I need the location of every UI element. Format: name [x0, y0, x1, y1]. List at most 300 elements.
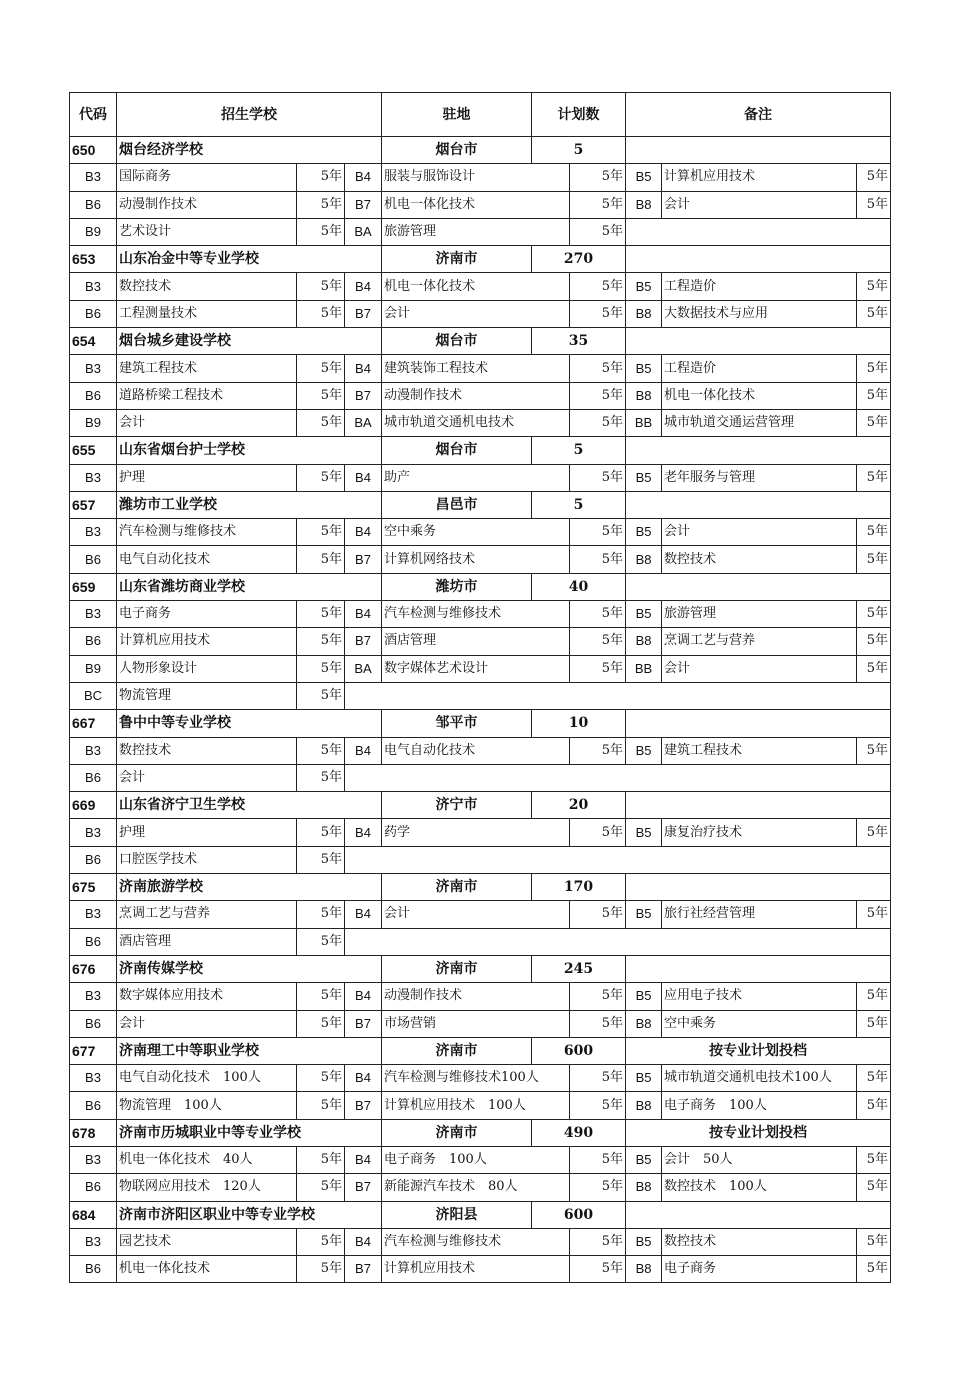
major-name: 数控技术: [662, 546, 857, 573]
major-name: 动漫制作技术: [117, 191, 297, 218]
school-code: 654: [70, 328, 117, 355]
major-row: [70, 464, 891, 491]
school-code: 653: [70, 246, 117, 273]
major-name: 数字媒体应用技术: [117, 983, 297, 1010]
school-location: 济南市: [382, 874, 532, 901]
major-years: 5年: [297, 546, 345, 573]
major-name: 会计: [117, 1010, 297, 1037]
school-code: 667: [70, 710, 117, 737]
major-code: B3: [70, 519, 117, 546]
major-code: B4: [345, 355, 382, 382]
school-note: [626, 710, 891, 737]
empty-cell: [345, 928, 891, 955]
major-row: [70, 1228, 891, 1255]
major-name: 新能源汽车技术 80人: [382, 1174, 570, 1201]
major-years: 5年: [570, 464, 626, 491]
major-row: [70, 191, 891, 218]
major-years: 5年: [570, 737, 626, 764]
major-name: 烹调工艺与营养: [662, 628, 857, 655]
school-code: 684: [70, 1201, 117, 1228]
school-location: 潍坊市: [382, 573, 532, 600]
major-name: 数控技术: [662, 1228, 857, 1255]
major-years: 5年: [857, 819, 891, 846]
school-name: 山东省济宁卫生学校: [117, 792, 382, 819]
major-code: B4: [345, 737, 382, 764]
major-name: 会计: [662, 655, 857, 682]
major-code: B6: [70, 764, 117, 791]
school-row: [70, 246, 891, 273]
major-name: 助产: [382, 464, 570, 491]
major-years: 5年: [857, 409, 891, 436]
major-code: B8: [626, 1010, 662, 1037]
table-body: [70, 137, 891, 1283]
school-row: [70, 137, 891, 164]
major-name: 护理: [117, 464, 297, 491]
major-name: 计算机网络技术: [382, 546, 570, 573]
major-code: B4: [345, 464, 382, 491]
header-row: [70, 93, 891, 137]
major-code: B3: [70, 819, 117, 846]
school-row: [70, 1037, 891, 1064]
major-years: 5年: [297, 819, 345, 846]
major-years: 5年: [857, 1092, 891, 1119]
major-years: 5年: [857, 1065, 891, 1092]
major-name: 城市轨道交通机电技术: [382, 409, 570, 436]
major-code: B6: [70, 1010, 117, 1037]
major-years: 5年: [857, 1010, 891, 1037]
major-code: B5: [626, 1228, 662, 1255]
major-row: [70, 1256, 891, 1283]
major-years: 5年: [570, 1146, 626, 1173]
school-plan-count: 10: [532, 710, 626, 737]
major-years: 5年: [297, 409, 345, 436]
major-code: B3: [70, 1146, 117, 1173]
major-code: B8: [626, 382, 662, 409]
major-years: 5年: [297, 737, 345, 764]
major-name: 大数据技术与应用: [662, 300, 857, 327]
major-code: B5: [626, 901, 662, 928]
school-plan-count: 20: [532, 792, 626, 819]
major-row: [70, 928, 891, 955]
major-name: 会计: [117, 409, 297, 436]
major-row: [70, 819, 891, 846]
major-years: 5年: [297, 846, 345, 873]
major-code: B4: [345, 1228, 382, 1255]
major-name: 酒店管理: [117, 928, 297, 955]
major-code: B4: [345, 601, 382, 628]
major-years: 5年: [857, 601, 891, 628]
school-plan-count: 35: [532, 328, 626, 355]
major-row: [70, 1010, 891, 1037]
major-years: 5年: [297, 164, 345, 191]
major-name: 物流管理: [117, 682, 297, 709]
major-row: [70, 1174, 891, 1201]
major-name: 城市轨道交通机电技术100人: [662, 1065, 857, 1092]
major-code: B6: [70, 1256, 117, 1283]
major-years: 5年: [570, 819, 626, 846]
major-years: 5年: [857, 737, 891, 764]
major-code: B3: [70, 901, 117, 928]
school-code: 659: [70, 573, 117, 600]
major-years: 5年: [297, 191, 345, 218]
major-name: 服装与服饰设计: [382, 164, 570, 191]
header-school: 招生学校: [117, 93, 382, 137]
school-note: [626, 792, 891, 819]
major-name: 会计: [117, 764, 297, 791]
major-name: 机电一体化技术: [117, 1256, 297, 1283]
major-code: B6: [70, 1174, 117, 1201]
major-code: B3: [70, 1228, 117, 1255]
school-name: 济南市历城职业中等专业学校: [117, 1119, 382, 1146]
school-plan-count: 5: [532, 491, 626, 518]
major-code: B7: [345, 1010, 382, 1037]
major-years: 5年: [857, 655, 891, 682]
major-name: 康复治疗技术: [662, 819, 857, 846]
school-location: 济南市: [382, 1037, 532, 1064]
major-name: 建筑装饰工程技术: [382, 355, 570, 382]
major-row: [70, 901, 891, 928]
major-name: 计算机应用技术: [117, 628, 297, 655]
major-name: 艺术设计: [117, 218, 297, 245]
school-code: 675: [70, 874, 117, 901]
major-name: 计算机应用技术 100人: [382, 1092, 570, 1119]
major-years: 5年: [857, 546, 891, 573]
school-location: 济南市: [382, 955, 532, 982]
school-name: 济南传媒学校: [117, 955, 382, 982]
header-plan: 计划数: [532, 93, 626, 137]
major-name: 工程造价: [662, 273, 857, 300]
school-name: 济南市济阳区职业中等专业学校: [117, 1201, 382, 1228]
major-name: 应用电子技术: [662, 983, 857, 1010]
major-name: 汽车检测与维修技术: [382, 601, 570, 628]
major-row: [70, 983, 891, 1010]
major-name: 会计: [662, 191, 857, 218]
school-location: 济宁市: [382, 792, 532, 819]
major-code: BA: [345, 218, 382, 245]
major-name: 酒店管理: [382, 628, 570, 655]
major-years: 5年: [857, 464, 891, 491]
empty-cell: [345, 682, 891, 709]
major-code: B9: [70, 409, 117, 436]
major-years: 5年: [297, 1256, 345, 1283]
major-code: BB: [626, 409, 662, 436]
school-code: 677: [70, 1037, 117, 1064]
school-note: 按专业计划投档: [626, 1119, 891, 1146]
major-name: 空中乘务: [662, 1010, 857, 1037]
major-code: B4: [345, 819, 382, 846]
major-code: B7: [345, 382, 382, 409]
major-code: BA: [345, 655, 382, 682]
major-years: 5年: [570, 1228, 626, 1255]
major-years: 5年: [297, 1092, 345, 1119]
major-years: 5年: [297, 983, 345, 1010]
major-years: 5年: [297, 218, 345, 245]
major-code: B3: [70, 273, 117, 300]
major-code: B3: [70, 1065, 117, 1092]
major-name: 动漫制作技术: [382, 382, 570, 409]
major-code: B9: [70, 655, 117, 682]
major-code: B7: [345, 300, 382, 327]
major-code: B3: [70, 983, 117, 1010]
major-code: B6: [70, 1092, 117, 1119]
major-name: 电子商务: [117, 601, 297, 628]
school-row: [70, 710, 891, 737]
major-code: B6: [70, 300, 117, 327]
major-name: 机电一体化技术: [382, 273, 570, 300]
major-name: 汽车检测与维修技术100人: [382, 1065, 570, 1092]
school-location: 烟台市: [382, 137, 532, 164]
major-name: 旅游管理: [382, 218, 570, 245]
major-code: B6: [70, 191, 117, 218]
school-plan-count: 245: [532, 955, 626, 982]
major-code: B7: [345, 1092, 382, 1119]
school-name: 鲁中中等专业学校: [117, 710, 382, 737]
major-code: B7: [345, 628, 382, 655]
major-code: B5: [626, 1065, 662, 1092]
major-name: 数控技术 100人: [662, 1174, 857, 1201]
major-years: 5年: [297, 382, 345, 409]
major-row: [70, 382, 891, 409]
major-years: 5年: [570, 1065, 626, 1092]
header-note: 备注: [626, 93, 891, 137]
major-code: B5: [626, 273, 662, 300]
major-name: 数控技术: [117, 273, 297, 300]
major-code: B6: [70, 846, 117, 873]
major-code: B6: [70, 928, 117, 955]
school-location: 昌邑市: [382, 491, 532, 518]
school-location: 济南市: [382, 246, 532, 273]
major-years: 5年: [857, 1256, 891, 1283]
major-name: 药学: [382, 819, 570, 846]
major-code: B5: [626, 737, 662, 764]
major-code: BA: [345, 409, 382, 436]
major-code: B6: [70, 546, 117, 573]
major-code: B3: [70, 601, 117, 628]
major-code: B7: [345, 191, 382, 218]
major-years: 5年: [297, 464, 345, 491]
school-note: [626, 437, 891, 464]
school-plan-count: 170: [532, 874, 626, 901]
school-name: 山东冶金中等专业学校: [117, 246, 382, 273]
major-name: 机电一体化技术 40人: [117, 1146, 297, 1173]
school-name: 烟台城乡建设学校: [117, 328, 382, 355]
major-years: 5年: [297, 355, 345, 382]
major-code: B8: [626, 1256, 662, 1283]
major-name: 机电一体化技术: [382, 191, 570, 218]
major-code: B4: [345, 273, 382, 300]
major-row: [70, 737, 891, 764]
major-code: B5: [626, 601, 662, 628]
major-code: B5: [626, 1146, 662, 1173]
school-row: [70, 792, 891, 819]
major-years: 5年: [570, 300, 626, 327]
school-note: [626, 328, 891, 355]
major-row: [70, 164, 891, 191]
major-years: 5年: [570, 382, 626, 409]
major-code: B4: [345, 983, 382, 1010]
major-years: 5年: [297, 1228, 345, 1255]
school-row: [70, 573, 891, 600]
major-row: [70, 300, 891, 327]
major-years: 5年: [570, 409, 626, 436]
major-code: B7: [345, 546, 382, 573]
major-years: 5年: [297, 682, 345, 709]
major-name: 工程测量技术: [117, 300, 297, 327]
major-code: B4: [345, 1065, 382, 1092]
school-note: [626, 137, 891, 164]
major-name: 老年服务与管理: [662, 464, 857, 491]
major-years: 5年: [570, 983, 626, 1010]
major-years: 5年: [857, 191, 891, 218]
major-code: B8: [626, 1174, 662, 1201]
major-code: B7: [345, 1174, 382, 1201]
major-name: 机电一体化技术: [662, 382, 857, 409]
school-note: [626, 491, 891, 518]
school-row: [70, 328, 891, 355]
school-name: 潍坊市工业学校: [117, 491, 382, 518]
major-years: 5年: [297, 1065, 345, 1092]
school-plan-count: 600: [532, 1037, 626, 1064]
major-years: 5年: [857, 355, 891, 382]
major-years: 5年: [297, 655, 345, 682]
major-years: 5年: [857, 1174, 891, 1201]
major-name: 动漫制作技术: [382, 983, 570, 1010]
major-name: 电子商务 100人: [382, 1146, 570, 1173]
major-name: 国际商务: [117, 164, 297, 191]
major-name: 电子商务: [662, 1256, 857, 1283]
school-name: 烟台经济学校: [117, 137, 382, 164]
major-code: B3: [70, 737, 117, 764]
major-name: 汽车检测与维修技术: [382, 1228, 570, 1255]
major-name: 物联网应用技术 120人: [117, 1174, 297, 1201]
school-plan-count: 600: [532, 1201, 626, 1228]
major-years: 5年: [297, 628, 345, 655]
major-code: B6: [70, 382, 117, 409]
school-code: 650: [70, 137, 117, 164]
major-name: 空中乘务: [382, 519, 570, 546]
school-location: 济阳县: [382, 1201, 532, 1228]
school-note: [626, 874, 891, 901]
major-years: 5年: [297, 273, 345, 300]
school-plan-count: 490: [532, 1119, 626, 1146]
school-row: [70, 1201, 891, 1228]
major-years: 5年: [570, 655, 626, 682]
major-name: 建筑工程技术: [662, 737, 857, 764]
school-code: 655: [70, 437, 117, 464]
major-row: [70, 601, 891, 628]
school-row: [70, 437, 891, 464]
major-row: [70, 682, 891, 709]
header-location: 驻地: [382, 93, 532, 137]
school-location: 烟台市: [382, 437, 532, 464]
major-years: 5年: [570, 519, 626, 546]
school-row: [70, 491, 891, 518]
major-code: B8: [626, 628, 662, 655]
school-name: 济南旅游学校: [117, 874, 382, 901]
major-years: 5年: [857, 382, 891, 409]
major-years: 5年: [857, 628, 891, 655]
major-years: 5年: [570, 628, 626, 655]
school-code: 678: [70, 1119, 117, 1146]
major-code: BC: [70, 682, 117, 709]
major-years: 5年: [570, 164, 626, 191]
major-years: 5年: [570, 355, 626, 382]
major-years: 5年: [297, 519, 345, 546]
major-code: B5: [626, 519, 662, 546]
major-name: 计算机应用技术: [662, 164, 857, 191]
major-years: 5年: [570, 1010, 626, 1037]
major-years: 5年: [570, 1256, 626, 1283]
major-name: 数控技术: [117, 737, 297, 764]
major-years: 5年: [297, 1174, 345, 1201]
school-code: 657: [70, 491, 117, 518]
major-code: B4: [345, 519, 382, 546]
major-years: 5年: [570, 601, 626, 628]
major-years: 5年: [857, 300, 891, 327]
major-code: B8: [626, 1092, 662, 1119]
major-name: 电气自动化技术: [117, 546, 297, 573]
major-code: B4: [345, 164, 382, 191]
major-code: B8: [626, 300, 662, 327]
major-years: 5年: [570, 273, 626, 300]
school-note: 按专业计划投档: [626, 1037, 891, 1064]
major-row: [70, 655, 891, 682]
major-years: 5年: [297, 1010, 345, 1037]
major-years: 5年: [297, 601, 345, 628]
major-name: 口腔医学技术: [117, 846, 297, 873]
school-plan-count: 270: [532, 246, 626, 273]
major-code: B5: [626, 355, 662, 382]
major-name: 市场营销: [382, 1010, 570, 1037]
major-name: 汽车检测与维修技术: [117, 519, 297, 546]
school-row: [70, 1119, 891, 1146]
school-note: [626, 955, 891, 982]
major-row: [70, 273, 891, 300]
school-note: [626, 573, 891, 600]
school-location: 烟台市: [382, 328, 532, 355]
major-name: 人物形象设计: [117, 655, 297, 682]
major-name: 园艺技术: [117, 1228, 297, 1255]
major-code: B5: [626, 819, 662, 846]
major-code: B5: [626, 983, 662, 1010]
major-code: B6: [70, 628, 117, 655]
school-name: 山东省潍坊商业学校: [117, 573, 382, 600]
school-plan-count: 5: [532, 437, 626, 464]
major-name: 道路桥梁工程技术: [117, 382, 297, 409]
major-row: [70, 1065, 891, 1092]
major-name: 会计 50人: [662, 1146, 857, 1173]
school-note: [626, 1201, 891, 1228]
header-code: 代码: [70, 93, 117, 137]
major-code: B5: [626, 464, 662, 491]
major-years: 5年: [857, 1228, 891, 1255]
major-years: 5年: [570, 901, 626, 928]
major-code: B3: [70, 355, 117, 382]
major-years: 5年: [297, 928, 345, 955]
major-code: B3: [70, 464, 117, 491]
major-years: 5年: [297, 901, 345, 928]
major-years: 5年: [570, 1174, 626, 1201]
major-years: 5年: [297, 300, 345, 327]
major-years: 5年: [570, 191, 626, 218]
major-name: 电气自动化技术: [382, 737, 570, 764]
major-code: B4: [345, 1146, 382, 1173]
major-years: 5年: [857, 983, 891, 1010]
school-code: 669: [70, 792, 117, 819]
major-row: [70, 519, 891, 546]
major-row: [70, 355, 891, 382]
major-years: 5年: [857, 901, 891, 928]
